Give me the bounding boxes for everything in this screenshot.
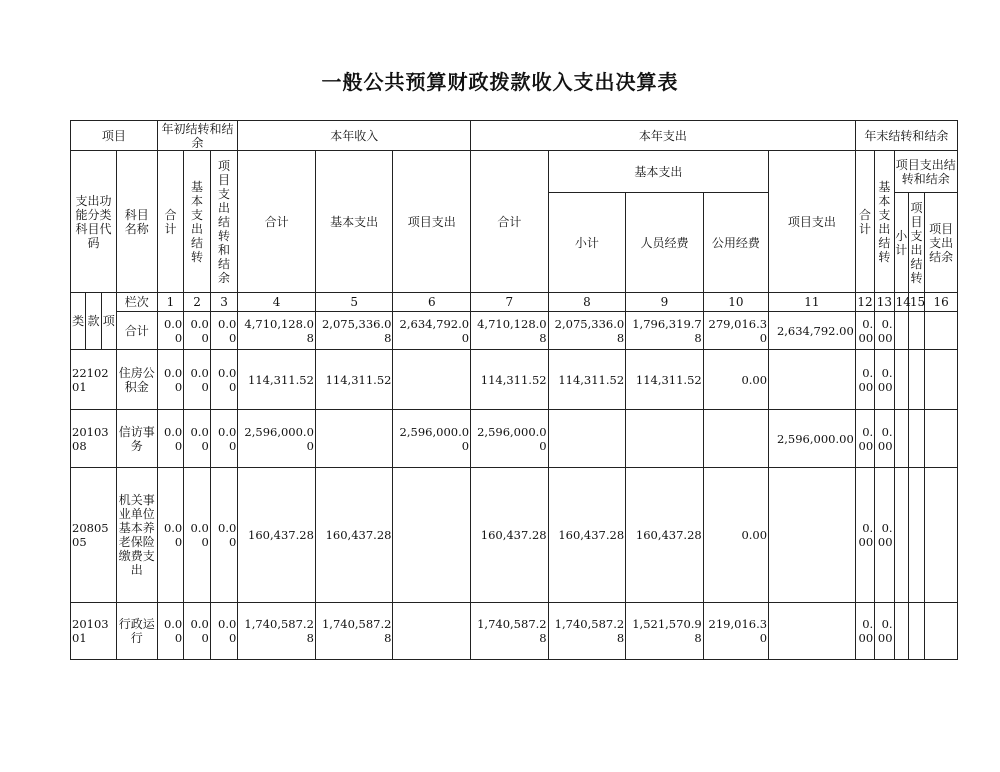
table-cell: 0.00 bbox=[855, 312, 874, 350]
header-end-subtotal: 小计 bbox=[894, 193, 908, 293]
table-cell: 114,311.52 bbox=[471, 350, 549, 410]
table-cell bbox=[769, 603, 856, 660]
row-name: 行政运行 bbox=[116, 603, 157, 660]
header-begin-total: 合计 bbox=[157, 151, 184, 293]
col-number: 16 bbox=[925, 293, 958, 312]
col-number: 9 bbox=[626, 293, 704, 312]
budget-table bbox=[70, 120, 958, 660]
table-row bbox=[71, 410, 958, 468]
row-code: 2010301 bbox=[71, 603, 117, 660]
table-cell: 0.00 bbox=[855, 410, 874, 468]
header-begin-basic-carry: 基本支出结转 bbox=[184, 151, 211, 293]
table-cell: 4,710,128.08 bbox=[471, 312, 549, 350]
header-basic-expense: 基本支出 bbox=[548, 151, 768, 193]
table-cell: 4,710,128.08 bbox=[238, 312, 316, 350]
table-cell: 0.00 bbox=[157, 312, 184, 350]
row-name: 住房公积金 bbox=[116, 350, 157, 410]
table-cell: 160,437.28 bbox=[548, 468, 626, 603]
table-cell: 114,311.52 bbox=[238, 350, 316, 410]
table-cell bbox=[769, 350, 856, 410]
table-cell bbox=[894, 312, 908, 350]
header-public: 公用经费 bbox=[703, 193, 768, 293]
header-lanci: 栏次 bbox=[116, 293, 157, 312]
table-cell: 2,075,336.08 bbox=[315, 312, 393, 350]
header-row-1 bbox=[71, 121, 958, 151]
table-cell: 2,596,000.00 bbox=[238, 410, 316, 468]
table-cell bbox=[769, 468, 856, 603]
table-cell: 0.00 bbox=[210, 603, 238, 660]
table-cell bbox=[925, 410, 958, 468]
header-income-project: 项目支出 bbox=[393, 151, 471, 293]
col-number: 7 bbox=[471, 293, 549, 312]
table-cell bbox=[908, 468, 924, 603]
table-cell: 0.00 bbox=[210, 468, 238, 603]
table-cell: 114,311.52 bbox=[626, 350, 704, 410]
col-number: 8 bbox=[548, 293, 626, 312]
col-number: 14 bbox=[894, 293, 908, 312]
header-func-code: 支出功能分类科目代码 bbox=[71, 151, 117, 293]
table-cell: 0.00 bbox=[184, 468, 211, 603]
table-cell: 0.00 bbox=[855, 468, 874, 603]
col-number: 6 bbox=[393, 293, 471, 312]
table-cell: 0.00 bbox=[855, 350, 874, 410]
header-income: 本年收入 bbox=[238, 121, 471, 151]
table-cell bbox=[894, 468, 908, 603]
table-cell: 2,596,000.00 bbox=[471, 410, 549, 468]
table-row bbox=[71, 603, 958, 660]
header-end-total: 合计 bbox=[855, 151, 874, 293]
table-cell bbox=[908, 350, 924, 410]
row-code: 2080505 bbox=[71, 468, 117, 603]
table-cell bbox=[908, 312, 924, 350]
table-cell: 0.00 bbox=[210, 410, 238, 468]
table-cell bbox=[703, 410, 768, 468]
column-number-row bbox=[71, 293, 958, 312]
col-number: 12 bbox=[855, 293, 874, 312]
table-cell: 2,634,792.00 bbox=[393, 312, 471, 350]
col-number: 4 bbox=[238, 293, 316, 312]
table-row bbox=[71, 350, 958, 410]
table-cell: 2,075,336.08 bbox=[548, 312, 626, 350]
table-cell bbox=[925, 312, 958, 350]
row-name: 机关事业单位基本养老保险缴费支出 bbox=[116, 468, 157, 603]
header-income-total: 合计 bbox=[238, 151, 316, 293]
table-cell: 0.00 bbox=[875, 603, 894, 660]
table-cell bbox=[894, 603, 908, 660]
table-cell: 2,596,000.00 bbox=[769, 410, 856, 468]
table-cell bbox=[925, 350, 958, 410]
header-end-balance: 年末结转和结余 bbox=[855, 121, 957, 151]
col-number: 1 bbox=[157, 293, 184, 312]
table-cell: 219,016.30 bbox=[703, 603, 768, 660]
table-cell bbox=[908, 410, 924, 468]
table-cell bbox=[925, 603, 958, 660]
page-title: 一般公共预算财政拨款收入支出决算表 bbox=[321, 70, 679, 94]
col-number: 13 bbox=[875, 293, 894, 312]
col-number: 3 bbox=[210, 293, 238, 312]
header-begin-balance: 年初结转和结余 bbox=[157, 121, 238, 151]
table-cell: 160,437.28 bbox=[238, 468, 316, 603]
table-cell: 1,740,587.28 bbox=[548, 603, 626, 660]
table-cell: 0.00 bbox=[855, 603, 874, 660]
header-xiang: 项 bbox=[101, 293, 116, 350]
col-number: 2 bbox=[184, 293, 211, 312]
header-lei: 类 bbox=[71, 293, 86, 350]
total-label: 合计 bbox=[116, 312, 157, 350]
table-cell: 0.00 bbox=[157, 603, 184, 660]
header-row-2 bbox=[71, 151, 958, 193]
table-cell: 2,596,000.00 bbox=[393, 410, 471, 468]
col-number: 10 bbox=[703, 293, 768, 312]
table-cell: 0.00 bbox=[157, 350, 184, 410]
header-personnel: 人员经费 bbox=[626, 193, 704, 293]
table-cell: 279,016.30 bbox=[703, 312, 768, 350]
header-income-basic: 基本支出 bbox=[315, 151, 393, 293]
table-cell: 0.00 bbox=[875, 468, 894, 603]
table-cell: 0.00 bbox=[703, 468, 768, 603]
table-cell bbox=[548, 410, 626, 468]
header-expense-project: 项目支出 bbox=[769, 151, 856, 293]
table-row bbox=[71, 468, 958, 603]
row-code: 2010308 bbox=[71, 410, 117, 468]
header-end-basic-carry: 基本支出结转 bbox=[875, 151, 894, 293]
header-end-project-balance: 项目支出结余 bbox=[925, 193, 958, 293]
table-cell: 1,740,587.28 bbox=[471, 603, 549, 660]
table-cell: 0.00 bbox=[703, 350, 768, 410]
table-cell: 1,521,570.98 bbox=[626, 603, 704, 660]
header-end-project-carry-balance: 项目支出结转和结余 bbox=[894, 151, 957, 193]
row-code: 2210201 bbox=[71, 350, 117, 410]
col-number: 5 bbox=[315, 293, 393, 312]
table-cell bbox=[393, 350, 471, 410]
total-row bbox=[71, 312, 958, 350]
table-cell: 1,796,319.78 bbox=[626, 312, 704, 350]
table-cell: 0.00 bbox=[875, 410, 894, 468]
table-cell: 114,311.52 bbox=[548, 350, 626, 410]
row-name: 信访事务 bbox=[116, 410, 157, 468]
header-expense-total: 合计 bbox=[471, 151, 549, 293]
table-cell: 0.00 bbox=[184, 312, 211, 350]
table-cell: 0.00 bbox=[210, 350, 238, 410]
col-number: 15 bbox=[908, 293, 924, 312]
table-cell bbox=[925, 468, 958, 603]
table-cell: 160,437.28 bbox=[626, 468, 704, 603]
table-cell: 0.00 bbox=[184, 603, 211, 660]
table-cell bbox=[894, 350, 908, 410]
header-subject-name: 科目名称 bbox=[116, 151, 157, 293]
table-cell: 160,437.28 bbox=[315, 468, 393, 603]
header-project: 项目 bbox=[71, 121, 158, 151]
header-end-project-carry: 项目支出结转 bbox=[908, 193, 924, 293]
table-cell: 1,740,587.28 bbox=[238, 603, 316, 660]
table-cell: 0.00 bbox=[157, 410, 184, 468]
header-expense: 本年支出 bbox=[471, 121, 856, 151]
table-cell: 160,437.28 bbox=[471, 468, 549, 603]
table-cell: 0.00 bbox=[875, 312, 894, 350]
table-cell bbox=[908, 603, 924, 660]
header-begin-project-carry: 项目支出结转和结余 bbox=[210, 151, 238, 293]
table-cell: 0.00 bbox=[210, 312, 238, 350]
table-cell: 1,740,587.28 bbox=[315, 603, 393, 660]
header-subtotal: 小计 bbox=[548, 193, 626, 293]
table-cell: 0.00 bbox=[184, 350, 211, 410]
table-cell: 0.00 bbox=[184, 410, 211, 468]
table-cell bbox=[626, 410, 704, 468]
table-cell: 0.00 bbox=[875, 350, 894, 410]
table-cell bbox=[393, 603, 471, 660]
table-cell bbox=[894, 410, 908, 468]
table-cell bbox=[393, 468, 471, 603]
table-cell: 2,634,792.00 bbox=[769, 312, 856, 350]
header-kuan: 款 bbox=[86, 293, 101, 350]
table-cell bbox=[315, 410, 393, 468]
table-cell: 0.00 bbox=[157, 468, 184, 603]
table-cell: 114,311.52 bbox=[315, 350, 393, 410]
col-number: 11 bbox=[769, 293, 856, 312]
